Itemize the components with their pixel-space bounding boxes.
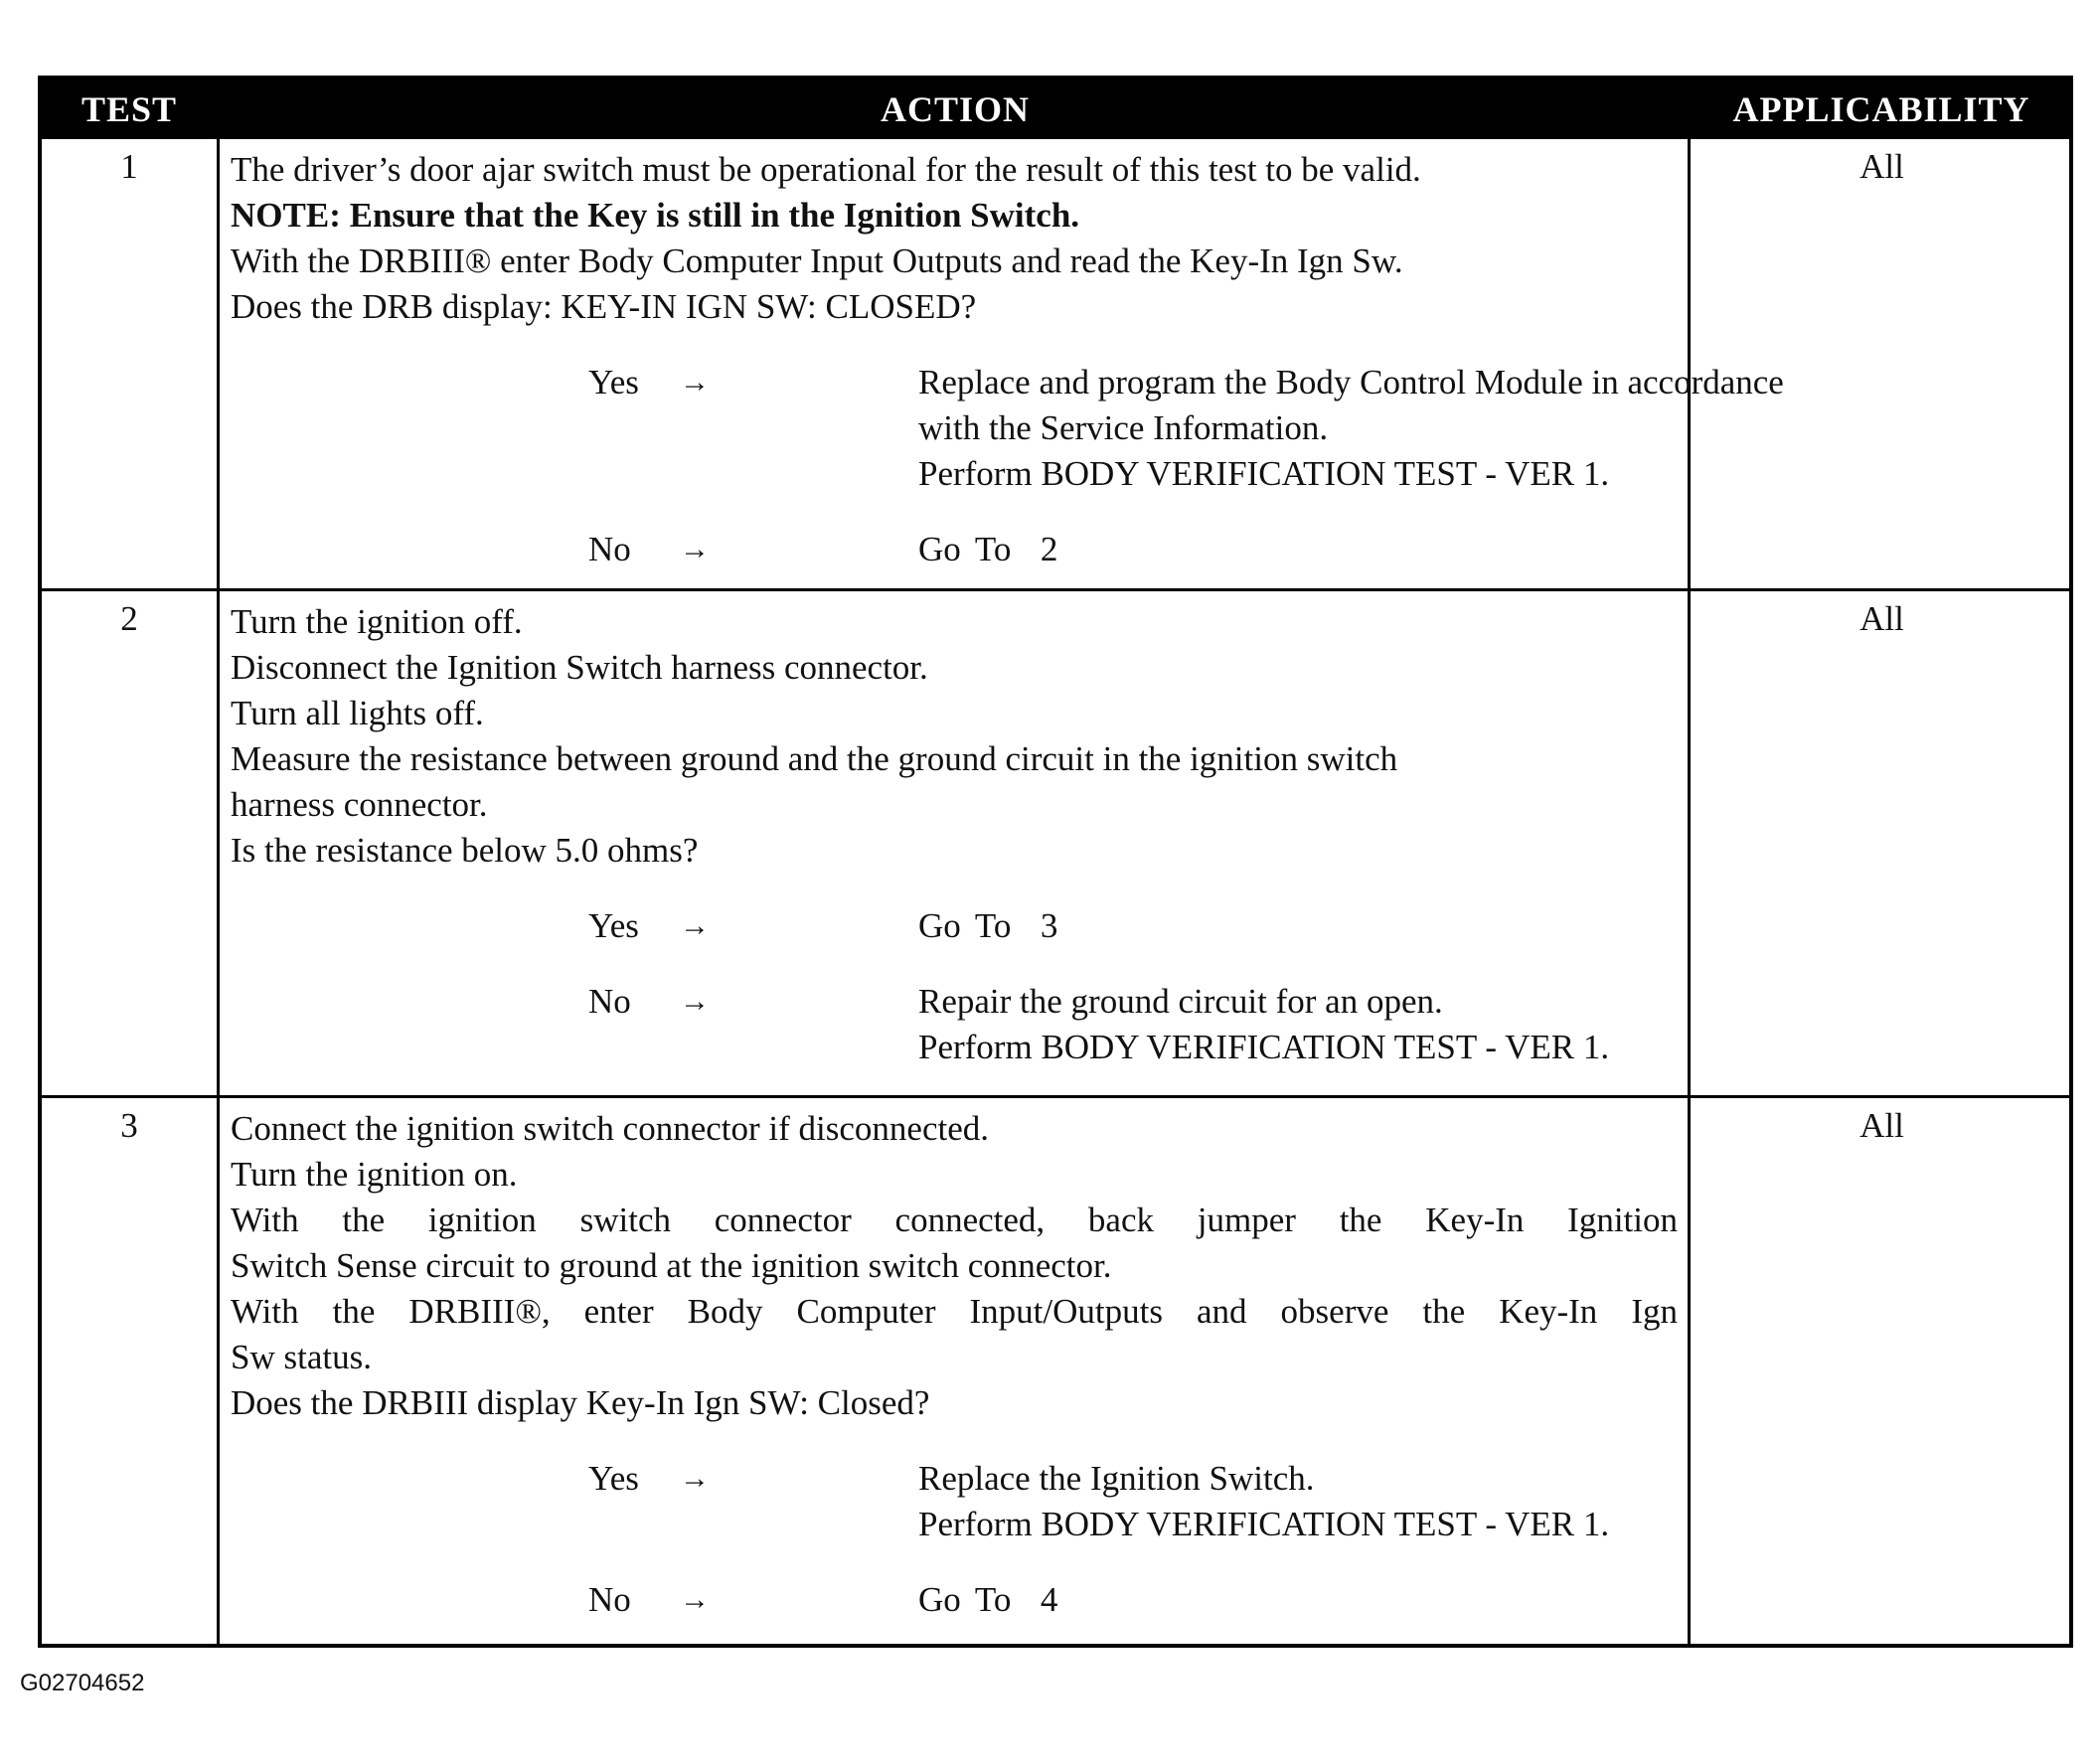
table-row (42, 591, 2069, 1095)
no-label: No (588, 1580, 631, 1619)
arrow-icon: → (680, 1462, 710, 1495)
yes-branch (588, 903, 1678, 949)
header-test: TEST (81, 89, 178, 129)
action-line: Switch Sense circuit to ground at the ignition switch connector. (231, 1246, 1112, 1285)
test-number: 3 (120, 1106, 138, 1145)
table-header (42, 80, 2069, 139)
action-line: The driver’s door ajar switch must be operational for the result of this test to be valid. (231, 150, 1421, 189)
action-line: Turn all lights off. (231, 694, 484, 732)
no-branch (588, 527, 1678, 572)
yes-label: Yes (588, 906, 639, 945)
yes-label: Yes (588, 1459, 639, 1498)
result-line: Repair the ground circuit for an open. (918, 982, 1443, 1021)
applicability-cell: All (1859, 599, 1904, 638)
no-label: No (588, 982, 631, 1021)
arrow-icon: → (680, 533, 710, 565)
diagnostic-table (38, 76, 2073, 1648)
arrow-icon: → (680, 1583, 710, 1616)
yes-label: Yes (588, 363, 639, 401)
header-applicability: APPLICABILITY (1732, 89, 2030, 129)
action-cell (231, 147, 1784, 572)
action-line: Turn the ignition off. (231, 602, 523, 641)
result-line: Perform BODY VERIFICATION TEST - VER 1. (918, 1028, 1610, 1066)
action-line: With the DRBIII®, enter Body Computer Input/Outputs and observe the Key-In Ign (231, 1292, 1678, 1331)
arrow-icon: → (680, 985, 710, 1018)
action-line: With the DRBIII® enter Body Computer Input Outputs and read the Key-In Ign Sw. (231, 241, 1403, 280)
arrow-icon: → (680, 909, 710, 942)
action-line: Sw status. (231, 1338, 372, 1376)
yes-branch (588, 1456, 1678, 1547)
action-line: With the ignition switch connector connected, back jumper the Key-In Ignition (231, 1201, 1678, 1239)
figure-id: G02704652 (20, 1670, 145, 1696)
result-line: Replace the Ignition Switch. (918, 1459, 1315, 1498)
action-cell (231, 599, 1678, 1070)
result-line: Perform BODY VERIFICATION TEST - VER 1. (918, 1505, 1610, 1543)
result-line: Perform BODY VERIFICATION TEST - VER 1. (918, 454, 1610, 493)
result-line: Go To 2 (918, 530, 1058, 568)
header-action: ACTION (880, 89, 1031, 129)
action-line: harness connector. (231, 785, 488, 824)
result-line: with the Service Information. (918, 408, 1329, 447)
table-row (42, 139, 2069, 588)
no-label: No (588, 530, 631, 568)
action-line: Connect the ignition switch connector if disconnected. (231, 1109, 989, 1148)
action-line: Is the resistance below 5.0 ohms? (231, 831, 699, 870)
action-line: Turn the ignition on. (231, 1155, 518, 1194)
test-number: 1 (120, 147, 138, 186)
action-line: Does the DRB display: KEY-IN IGN SW: CLOSED? (231, 287, 977, 326)
action-line: Disconnect the Ignition Switch harness connector. (231, 648, 928, 687)
arrow-icon: → (680, 366, 710, 399)
result-line: Go To 3 (918, 906, 1058, 945)
applicability-cell: All (1859, 147, 1904, 186)
applicability-cell: All (1859, 1106, 1904, 1145)
action-line: Measure the resistance between ground and the ground circuit in the ignition switch (231, 739, 1398, 778)
result-line: Go To 4 (918, 1580, 1058, 1619)
note-line: NOTE: Ensure that the Key is still in the Ignition Switch. (231, 196, 1080, 235)
no-branch (588, 1577, 1678, 1623)
action-line: Does the DRBIII display Key-In Ign SW: Closed? (231, 1383, 930, 1422)
table-row (42, 1098, 2069, 1648)
action-cell (231, 1106, 1678, 1623)
test-number: 2 (120, 599, 138, 638)
result-line: Replace and program the Body Control Module in accordance (918, 363, 1784, 401)
no-branch (588, 979, 1678, 1070)
yes-branch (588, 360, 1784, 497)
